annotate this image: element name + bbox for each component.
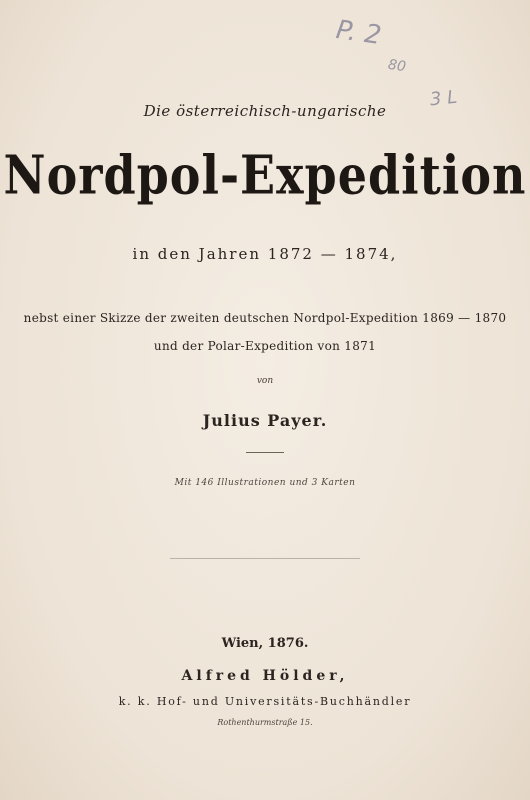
divider-rule [246,452,284,453]
pencil-note: 3 L [428,86,459,111]
faint-divider-rule [170,558,360,559]
publisher-address: Rothenthurmstraße 15. [217,718,313,727]
expedition-years: in den Jahren 1872 — 1874, [132,245,398,263]
subtitle-line-2: und der Polar-Expedition von 1871 [153,339,377,353]
pencil-shelfmark-number: 80 [386,56,407,76]
main-title: Nordpol-Expedition [3,143,527,207]
publisher-name: Alfred Hölder, [181,668,349,684]
author-name: Julius Payer. [202,411,328,430]
place-and-year: Wien, 1876. [221,636,309,651]
pre-title: Die österreichisch-ungarische [143,102,387,120]
by-label: von [256,376,274,386]
publisher-title: k. k. Hof- und Universitäts-Buchhändler [118,695,412,708]
pencil-shelfmark: P. 2 [334,15,384,51]
subtitle-line-1: nebst einer Skizze der zweiten deutschen Nordpol-Expedition 1869 — 1870 [23,311,507,325]
illustrations-note: Mit 146 Illustrationen und 3 Karten [174,478,356,488]
